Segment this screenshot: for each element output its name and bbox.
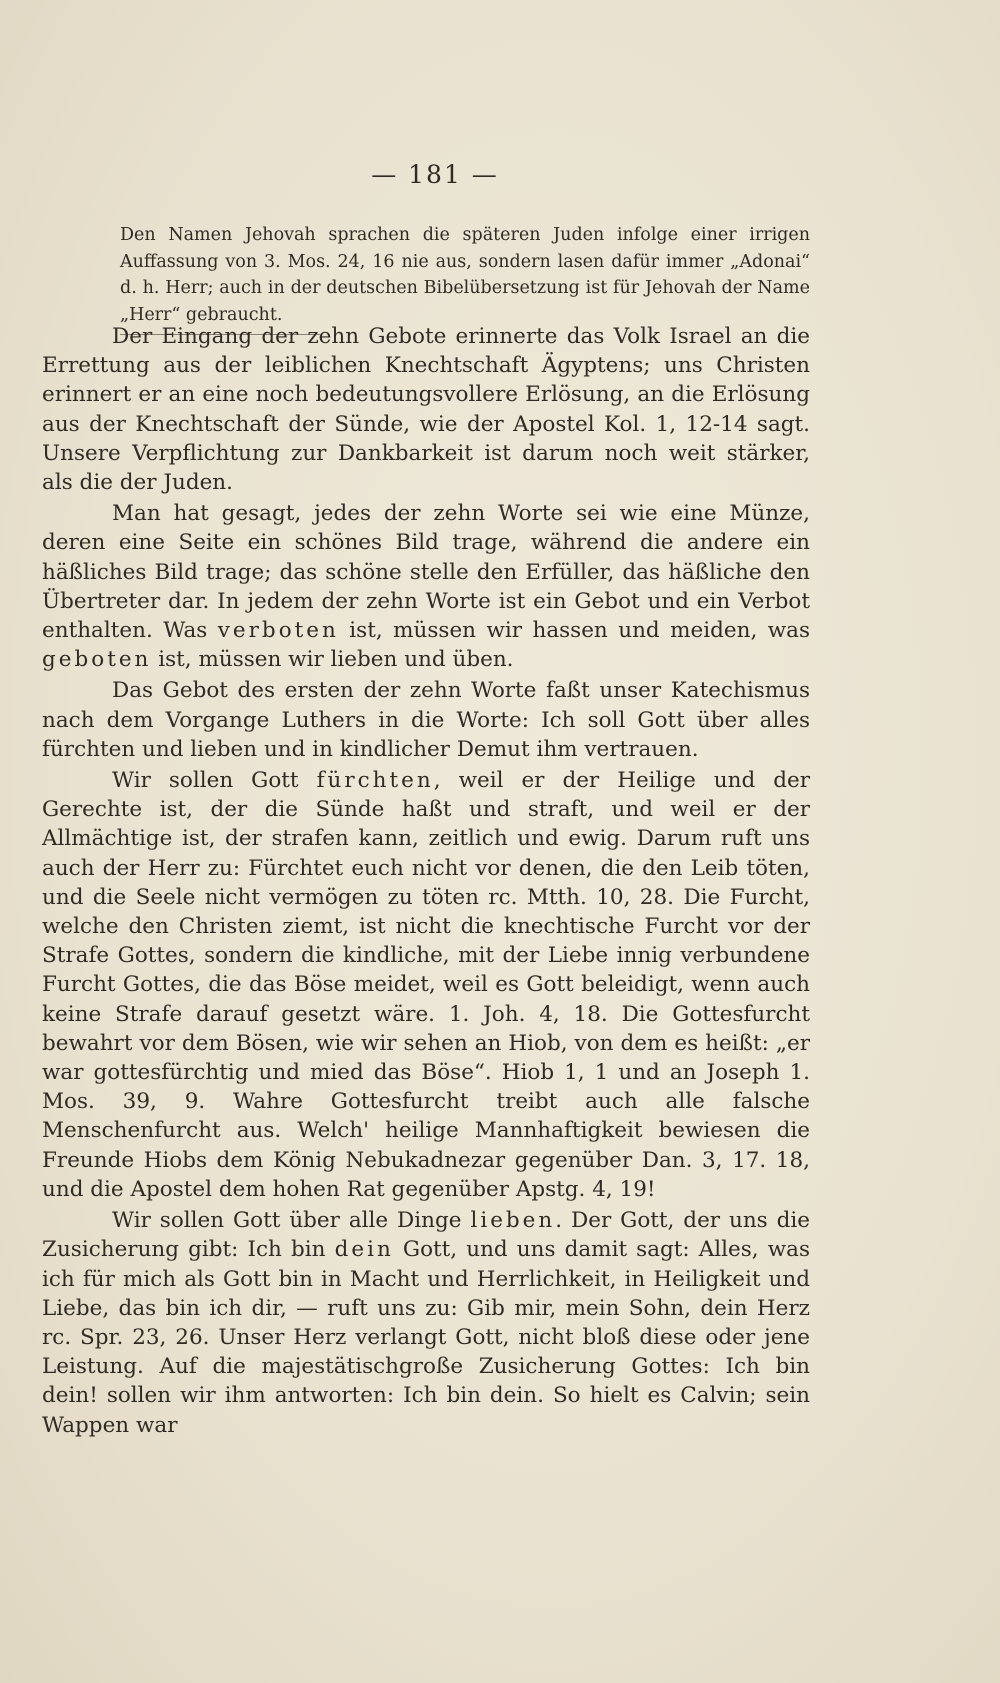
spaced-word-lieben: lieben <box>470 1208 556 1234</box>
paragraph-4 <box>42 766 810 1204</box>
spaced-word-fuerchten: fürchten <box>316 768 434 794</box>
paragraph-4-part-1: Wir sollen Gott <box>112 768 317 794</box>
paragraph-5 <box>42 1206 810 1440</box>
paragraph-5-part-2: . Der Gott, der uns die Zusicherung gibt: Ich bin <box>42 1208 810 1263</box>
paragraph-2-part-2: ist, müssen wir hassen und meiden, was <box>338 618 810 644</box>
page-number: — 181 — <box>371 160 499 189</box>
spaced-word-verboten: verboten <box>217 618 339 644</box>
paragraph-2-part-3: ist, müssen wir lieben und üben. <box>151 647 514 673</box>
paragraph-1: Der Eingang der zehn Gebote erinnerte das Volk Israel an die Errettung aus der leiblichen Knechtschaft Ägyptens; uns Christen erinnert er an eine noch bedeutungsvollere Erlösung, an die Erlösung aus der Knechtschaft der Sünde, wie der Apostel Kol. 1, 12-14 sagt. Unsere Verpflichtung zur Dankbarkeit ist darum noch weit stärker, als die der Juden. <box>42 324 810 496</box>
paragraph-3: Das Gebot des ersten der zehn Worte faßt unser Katechismus nach dem Vorgange Luthers in die Worte: Ich soll Gott über alles fürchten und lieben und in kindlicher Demut ihm vertrauen. <box>42 678 810 762</box>
paragraph-2-part-1: Man hat gesagt, jedes der zehn Worte sei wie eine Münze, deren eine Seite ein schönes Bild trage, während die andere ein häßliches Bild trage; das schöne stelle den Erfüller, das häßliche den Übertreter dar. In jedem der zehn Worte ist ein Gebot und ein Verbot enthalten. Was <box>42 501 810 644</box>
paragraph-2 <box>42 499 810 674</box>
paragraph-5-part-3: Gott, und uns damit sagt: Alles, was ich für mich als Gott bin in Macht und Herrlichkeit, in Heiligkeit und Liebe, das bin ich dir, — ruft uns zu: Gib mir, mein Sohn, dein Herz rc. Spr. 23, 26. Unser Herz verlangt Gott, nicht bloß diese oder jene Leistung. Auf die majestätischgroße Zusicherung Gottes: Ich bin dein! sollen wir ihm antworten: Ich bin dein. So hielt es Calvin; sein Wappen war <box>42 1237 810 1438</box>
spaced-word-dein: dein <box>334 1237 394 1263</box>
footnote-text: Den Namen Jehovah sprachen die späteren Juden infolge einer irrigen Auffassung von 3. Mos. 24, 16 nie aus, sondern lasen dafür immer „Adonai“ d. h. Herr; auch in der deutschen Bibelübersetzung ist für Jehovah der Name „Herr“ gebraucht. <box>120 225 810 325</box>
paragraph-4-part-2: , weil er der Heilige und der Gerechte ist, der die Sünde haßt und straft, und weil er der Allmächtige ist, der strafen kann, zeitlich und ewig. Darum ruft uns auch der Herr zu: Fürchtet euch nicht vor denen, die den Leib töten, und die Seele nicht vermögen zu töten rc. Mtth. 10, 28. Die Furcht, welche den Christen ziemt, ist nicht die knechtische Furcht vor der Strafe Gottes, sondern die kindliche, mit der Liebe innig verbundene Furcht Gottes, die das Böse meidet, weil es Gott beleidigt, wenn auch keine Strafe darauf gesetzt wäre. 1. Joh. 4, 18. Die Gottesfurcht bewahrt vor dem Bösen, wie wir sehen an Hiob, von dem es heißt: „er war gottesfürchtig und mied das Böse“. Hiob 1, 1 und an Joseph 1. Mos. 39, 9. Wahre Gottesfurcht treibt auch alle falsche Menschenfurcht aus. Welch' heilige Mannhaftigkeit bewiesen die Freunde Hiobs dem König Nebukadnezar gegenüber Dan. 3, 17. 18, und die Apostel dem hohen Rat gegenüber Apstg. 4, 19! <box>42 768 811 1202</box>
paragraph-5-part-1: Wir sollen Gott über alle Dinge <box>112 1208 471 1234</box>
spaced-word-geboten: geboten <box>42 647 152 673</box>
main-text <box>42 322 810 1442</box>
